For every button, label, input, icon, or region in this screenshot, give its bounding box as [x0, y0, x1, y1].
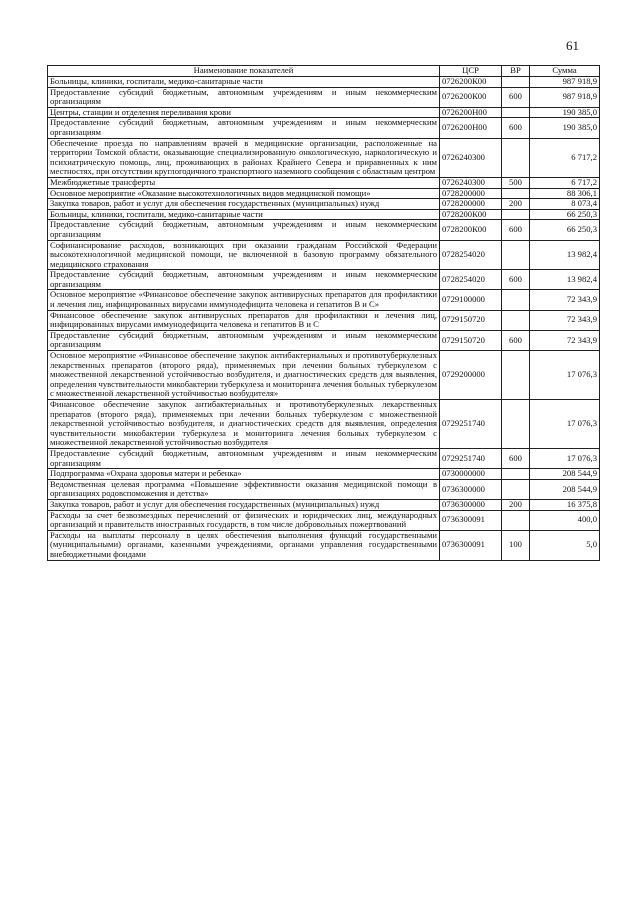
- row-vr: 600: [502, 270, 530, 290]
- header-sum: Сумма: [530, 66, 600, 77]
- table-row: [48, 330, 600, 350]
- row-csr: 0728200К00: [440, 220, 502, 240]
- row-csr: 0736300091: [440, 530, 502, 560]
- row-vr: 500: [502, 177, 530, 188]
- row-sum: 190 385,0: [530, 118, 600, 138]
- row-sum: 72 343,9: [530, 330, 600, 350]
- row-sum: 6 717,2: [530, 177, 600, 188]
- row-sum: 5,0: [530, 530, 600, 560]
- row-name: Предоставление субсидий бюджетным, автономным учреждениям и иным некоммерческим организациям: [48, 448, 440, 468]
- row-name: Предоставление субсидий бюджетным, автономным учреждениям и иным некоммерческим организациям: [48, 118, 440, 138]
- row-vr: [502, 77, 530, 88]
- table-row: [48, 188, 600, 199]
- row-csr: 0728254020: [440, 240, 502, 270]
- row-sum: 13 982,4: [530, 240, 600, 270]
- row-vr: [502, 351, 530, 400]
- row-name: Предоставление субсидий бюджетным, автономным учреждениям и иным некоммерческим организациям: [48, 220, 440, 240]
- row-sum: 13 982,4: [530, 270, 600, 290]
- table-row: [48, 220, 600, 240]
- row-vr: [502, 290, 530, 310]
- row-csr: 0726200Н00: [440, 118, 502, 138]
- row-sum: 88 306,1: [530, 188, 600, 199]
- row-sum: 16 375,8: [530, 499, 600, 510]
- row-name: Предоставление субсидий бюджетным, автономным учреждениям и иным некоммерческим организациям: [48, 270, 440, 290]
- table-row: [48, 77, 600, 88]
- row-name: Финансовое обеспечение закупок антибактериальных и противотуберкулезных лекарственных препаратов (второго ряда), применяемых при лечении больных туберкулезом с множественной лекарственной устойчивостью возбудителя, и диагностических средств для выявления, определения чувствительности микобактерии туберкулеза и мониторинга лечения больных туберкулезом с множественной лекарственной устойчивостью возбудителя: [48, 400, 440, 449]
- table-row: [48, 87, 600, 107]
- row-vr: [502, 240, 530, 270]
- table-row: [48, 118, 600, 138]
- budget-table: [47, 65, 600, 561]
- table-row: [48, 177, 600, 188]
- row-name: Больницы, клиники, госпитали, медико-санитарные части: [48, 209, 440, 220]
- row-csr: 0726200Н00: [440, 107, 502, 118]
- table-row: [48, 199, 600, 210]
- row-name: Ведомственная целевая программа «Повышение эффективности оказания медицинской помощи в организациях родовспоможения и детства»: [48, 479, 440, 499]
- row-sum: 6 717,2: [530, 138, 600, 177]
- row-vr: 600: [502, 330, 530, 350]
- table-row: [48, 351, 600, 400]
- row-csr: 0728200000: [440, 188, 502, 199]
- row-csr: 0729251740: [440, 400, 502, 449]
- row-vr: 600: [502, 87, 530, 107]
- row-name: Закупка товаров, работ и услуг для обеспечения государственных (муниципальных) нужд: [48, 199, 440, 210]
- row-vr: 100: [502, 530, 530, 560]
- row-sum: 208 544,9: [530, 479, 600, 499]
- table-row: [48, 469, 600, 480]
- table-row: [48, 138, 600, 177]
- row-name: Основное мероприятие «Оказание высокотехнологичных видов медицинской помощи»: [48, 188, 440, 199]
- row-csr: 0728254020: [440, 270, 502, 290]
- row-vr: 200: [502, 199, 530, 210]
- row-csr: 0726240300: [440, 177, 502, 188]
- row-name: Больницы, клиники, госпитали, медико-санитарные части: [48, 77, 440, 88]
- row-vr: [502, 400, 530, 449]
- row-csr: 0730000000: [440, 469, 502, 480]
- row-sum: 72 343,9: [530, 290, 600, 310]
- row-name: Основное мероприятие «Финансовое обеспечение закупок антибактериальных и противотуберкулезных лекарственных препаратов (второго ряда), применяемых при лечении больных туберкулезом с множественной лекарственной устойчивостью возбудителя, и диагностических средств для выявления, определения чувствительности микобактерии туберкулеза и мониторинга лечения больных туберкулезом с множественной лекарственной устойчивостью возбудителя»: [48, 351, 440, 400]
- row-csr: 0729200000: [440, 351, 502, 400]
- row-vr: [502, 310, 530, 330]
- table-row: [48, 270, 600, 290]
- row-sum: 400,0: [530, 510, 600, 530]
- row-vr: [502, 469, 530, 480]
- row-csr: 0728200К00: [440, 209, 502, 220]
- row-sum: 66 250,3: [530, 220, 600, 240]
- row-sum: 208 544,9: [530, 469, 600, 480]
- row-sum: 17 076,3: [530, 448, 600, 468]
- table-row: [48, 448, 600, 468]
- row-csr: 0726200К00: [440, 77, 502, 88]
- row-csr: 0729150720: [440, 310, 502, 330]
- page-number: 61: [566, 38, 579, 53]
- row-name: Закупка товаров, работ и услуг для обеспечения государственных (муниципальных) нужд: [48, 499, 440, 510]
- row-csr: 0729251740: [440, 448, 502, 468]
- row-sum: 987 918,9: [530, 87, 600, 107]
- row-vr: [502, 209, 530, 220]
- table-row: [48, 479, 600, 499]
- table-row: [48, 499, 600, 510]
- row-sum: 987 918,9: [530, 77, 600, 88]
- table-row: [48, 310, 600, 330]
- row-sum: 66 250,3: [530, 209, 600, 220]
- row-name: Межбюджетные трансферты: [48, 177, 440, 188]
- row-csr: 0736300000: [440, 479, 502, 499]
- row-vr: 600: [502, 448, 530, 468]
- row-vr: [502, 138, 530, 177]
- row-sum: 190 385,0: [530, 107, 600, 118]
- table-row: [48, 530, 600, 560]
- row-vr: [502, 107, 530, 118]
- row-csr: 0729100000: [440, 290, 502, 310]
- row-sum: 8 073,4: [530, 199, 600, 210]
- row-vr: 200: [502, 499, 530, 510]
- row-name: Подпрограмма «Охрана здоровья матери и ребенка»: [48, 469, 440, 480]
- table-header-row: [48, 66, 600, 77]
- row-vr: [502, 188, 530, 199]
- row-csr: 0729150720: [440, 330, 502, 350]
- row-name: Софинансирование расходов, возникающих при оказании гражданам Российской Федерации высокотехнологичной медицинской помощи, не включенной в базовую программу обязательного медицинского страхования: [48, 240, 440, 270]
- row-csr: 0736300000: [440, 499, 502, 510]
- row-sum: 17 076,3: [530, 400, 600, 449]
- row-name: Финансовое обеспечение закупок антивирусных препаратов для профилактики и лечения лиц, инфицированных вирусами иммунодефицита человека и гепатитов В и С: [48, 310, 440, 330]
- row-csr: 0726240300: [440, 138, 502, 177]
- table-row: [48, 107, 600, 118]
- row-name: Расходы на выплаты персоналу в целях обеспечения выполнения функций государственными (муниципальными) органами, казенными учреждениями, органами управления государственными внебюджетными фондами: [48, 530, 440, 560]
- row-name: Обеспечение проезда по направлениям врачей в медицинские организации, расположенные на территории Томской области, оказывающие специализированную онкологическую, наркологическую и психиатрическую помощь, лиц, проживающих в районах Крайнего Севера и приравненных к ним местностях, при отсутствии круглогодичного транспортного наземного сообщения с областным центром: [48, 138, 440, 177]
- row-vr: [502, 510, 530, 530]
- row-csr: 0726200К00: [440, 87, 502, 107]
- row-csr: 0728200000: [440, 199, 502, 210]
- header-name: Наименование показателей: [48, 66, 440, 77]
- row-vr: [502, 479, 530, 499]
- row-vr: 600: [502, 118, 530, 138]
- table-row: [48, 209, 600, 220]
- row-csr: 0736300091: [440, 510, 502, 530]
- row-name: Центры, станции и отделения переливания крови: [48, 107, 440, 118]
- row-sum: 17 076,3: [530, 351, 600, 400]
- table-row: [48, 510, 600, 530]
- row-name: Предоставление субсидий бюджетным, автономным учреждениям и иным некоммерческим организациям: [48, 330, 440, 350]
- header-csr: ЦСР: [440, 66, 502, 77]
- row-name: Расходы за счет безвозмездных перечислений от физических и юридических лиц, международных организаций и правительств иностранных государств, в том числе добровольных пожертвований: [48, 510, 440, 530]
- header-vr: ВР: [502, 66, 530, 77]
- row-vr: 600: [502, 220, 530, 240]
- table-row: [48, 290, 600, 310]
- table-row: [48, 400, 600, 449]
- row-name: Предоставление субсидий бюджетным, автономным учреждениям и иным некоммерческим организациям: [48, 87, 440, 107]
- row-name: Основное мероприятие «Финансовое обеспечение закупок антивирусных препаратов для профилактики и лечения лиц, инфицированных вирусами иммунодефицита человека и гепатитов В и С»: [48, 290, 440, 310]
- table-row: [48, 240, 600, 270]
- row-sum: 72 343,9: [530, 310, 600, 330]
